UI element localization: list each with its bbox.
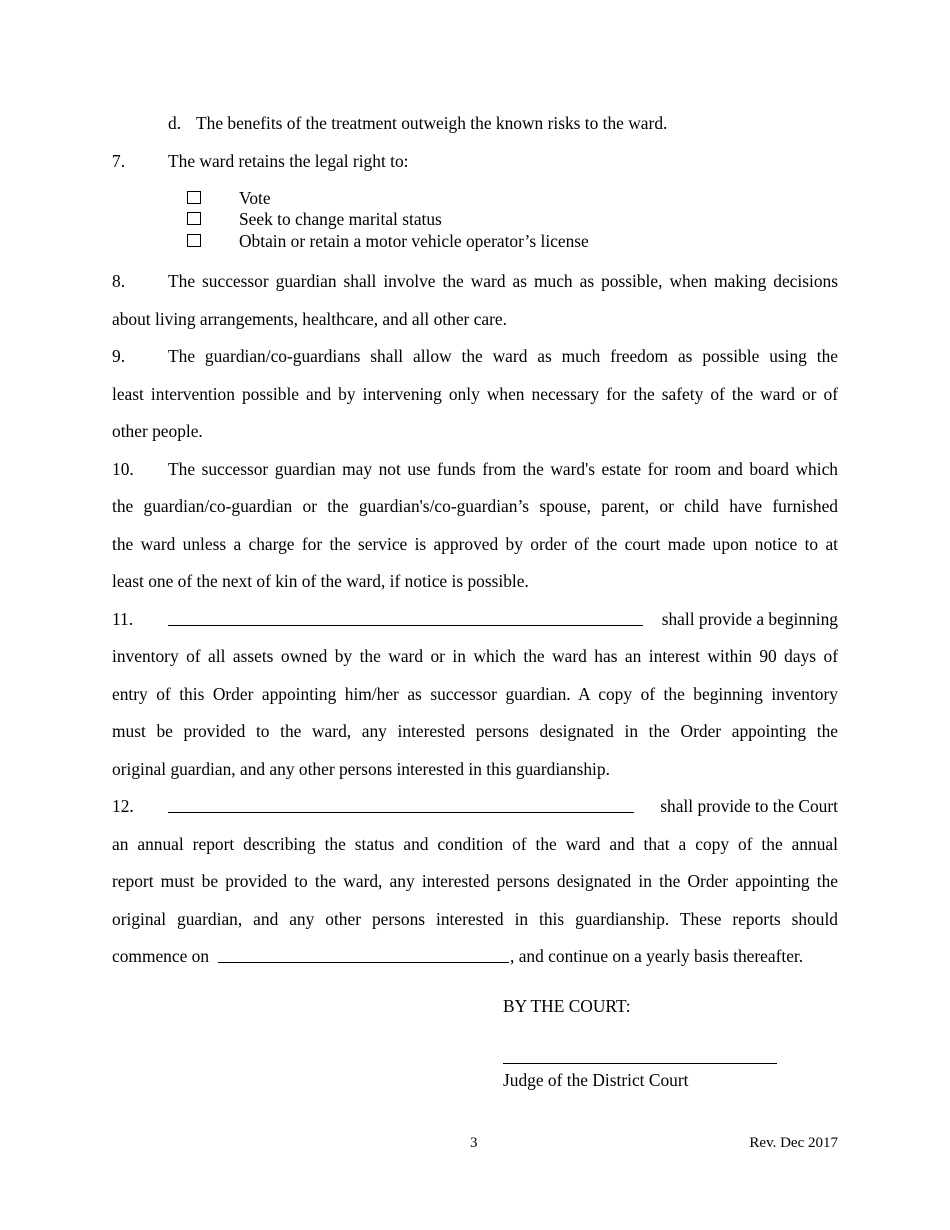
option-marital-status-label: Seek to change marital status	[239, 209, 442, 229]
item-12-number: 12.	[112, 796, 134, 816]
item-12-text-5: , and continue on a yearly basis thereafter.	[510, 946, 804, 966]
judge-signature-line[interactable]	[503, 1063, 777, 1064]
item-d-text: The benefits of the treatment outweigh the known risks to the ward.	[196, 113, 668, 133]
item-10-text-4: least one of the next of kin of the ward, if notice is possible.	[112, 571, 529, 591]
item-12-name-blank[interactable]	[168, 796, 634, 813]
judge-title: Judge of the District Court	[503, 1070, 689, 1090]
item-9-text-2: least intervention possible and by intervening only when necessary for the safety of the ward or of	[112, 384, 838, 404]
item-11-number: 11.	[112, 609, 134, 629]
item-11-text-1: shall provide a beginning	[661, 609, 838, 629]
item-12-commence-label: commence on	[112, 946, 210, 966]
item-11-text-5: original guardian, and any other persons interested in this guardianship.	[112, 759, 610, 779]
checkbox-motor-vehicle-license[interactable]	[187, 234, 201, 247]
item-10-number: 10.	[112, 459, 134, 479]
checkbox-vote[interactable]	[187, 191, 201, 204]
revision-date: Rev. Dec 2017	[749, 1135, 838, 1151]
option-motor-vehicle-license-label: Obtain or retain a motor vehicle operator’s license	[239, 231, 589, 251]
item-11-text-2: inventory of all assets owned by the ward or in which the ward has an interest within 90 days of	[112, 646, 838, 666]
item-d-label: d.	[168, 113, 182, 133]
item-9-number: 9.	[112, 346, 126, 366]
page-number: 3	[470, 1135, 478, 1151]
checkbox-marital-status[interactable]	[187, 212, 201, 225]
item-7-number: 7.	[112, 151, 126, 171]
item-8-number: 8.	[112, 271, 126, 291]
item-10-text-2: the guardian/co-guardian or the guardian's/co-guardian’s spouse, parent, or child have furnished	[112, 496, 838, 516]
item-12-text-4: original guardian, and any other persons interested in this guardianship. These reports should	[112, 909, 838, 929]
item-10-text-3: the ward unless a charge for the service is approved by order of the court made upon notice to at	[112, 534, 838, 554]
item-12-text-1: shall provide to the Court	[660, 796, 838, 816]
item-11-text-3: entry of this Order appointing him/her as successor guardian. A copy of the beginning inventory	[112, 684, 838, 704]
item-9-text-1: The guardian/co-guardians shall allow the ward as much freedom as possible using the	[168, 346, 838, 366]
item-9-text-3: other people.	[112, 421, 203, 441]
commence-date-blank[interactable]	[218, 946, 509, 963]
by-the-court-heading: BY THE COURT:	[503, 996, 631, 1016]
item-8-text-1: The successor guardian shall involve the ward as much as possible, when making decisions	[168, 271, 838, 291]
item-11-text-4: must be provided to the ward, any interested persons designated in the Order appointing the	[112, 721, 838, 741]
item-12-text-2: an annual report describing the status and condition of the ward and that a copy of the annual	[112, 834, 838, 854]
item-8-text-2: about living arrangements, healthcare, and all other care.	[112, 309, 507, 329]
item-10-text-1: The successor guardian may not use funds from the ward's estate for room and board which	[168, 459, 838, 479]
option-vote-label: Vote	[239, 188, 271, 208]
item-11-name-blank[interactable]	[168, 609, 643, 626]
item-12-text-3: report must be provided to the ward, any interested persons designated in the Order appointing the	[112, 871, 838, 891]
item-7-text: The ward retains the legal right to:	[168, 151, 409, 171]
